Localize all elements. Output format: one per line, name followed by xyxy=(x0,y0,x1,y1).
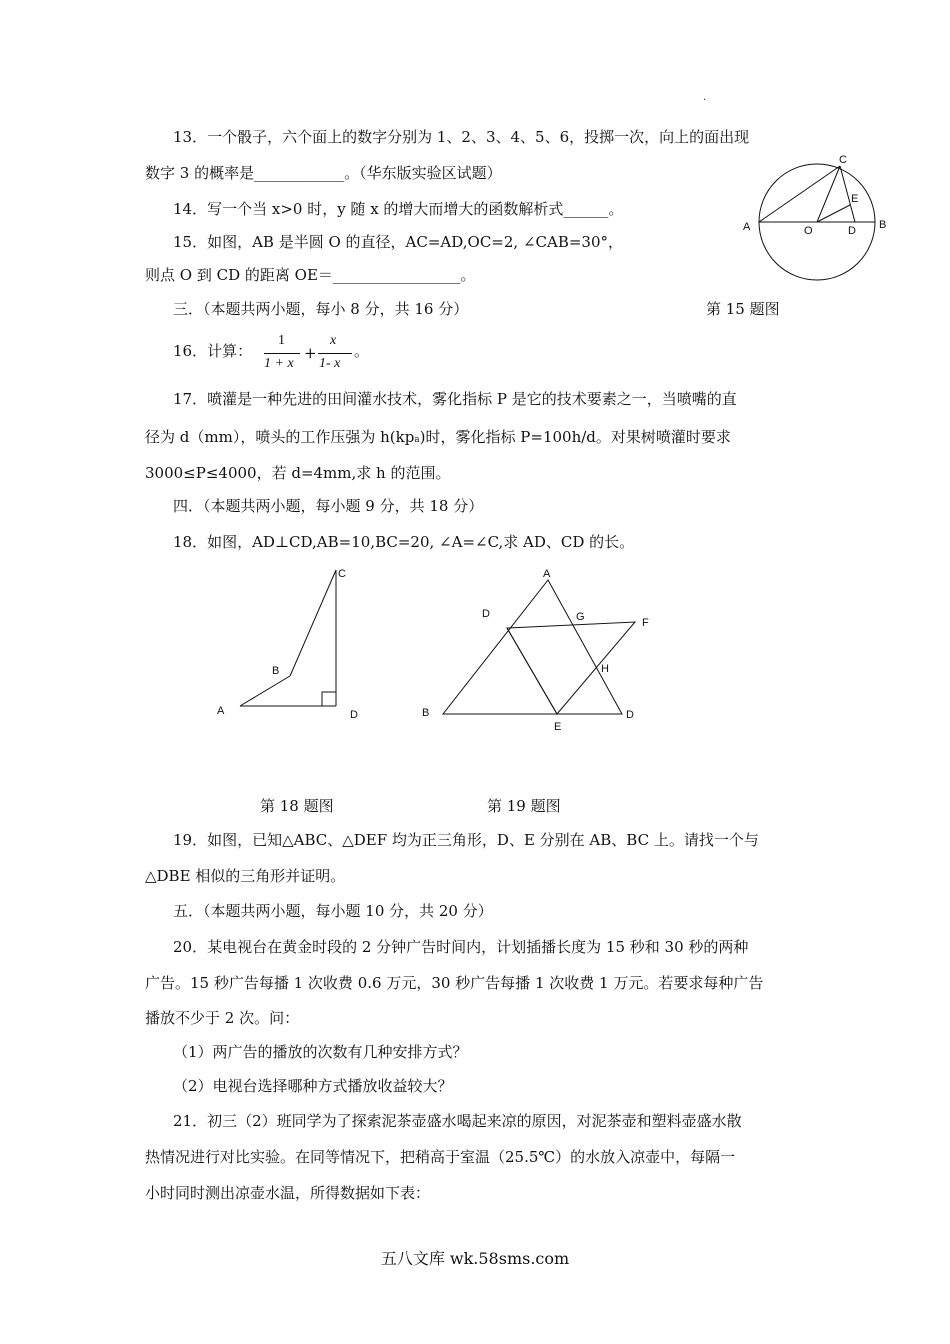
q15-line1: 15．如图，AB 是半圆 O 的直径，AC=AD,OC=2, ∠CAB=30°， xyxy=(173,233,623,251)
fig19-label-d: D xyxy=(482,608,490,620)
figure-18 xyxy=(210,560,370,730)
q16-f2-denominator: 1- x xyxy=(319,356,341,371)
fig18-label-c: C xyxy=(338,568,346,580)
q16-f1-bar xyxy=(264,353,300,354)
q21-line1: 21．初三（2）班同学为了探索泥茶壶盛水喝起来凉的原因，对泥茶壶和塑料壶盛水散 xyxy=(173,1112,742,1130)
q17-line2-a: 径为 d（mm），喷头的工作压强为 h(kp xyxy=(145,428,415,446)
fig19-triangle-def xyxy=(507,622,635,714)
q13-line1: 13．一个骰子，六个面上的数字分别为 1、2、3、4、5、6，投掷一次，向上的面出现 xyxy=(173,128,750,146)
fig15-label-e: E xyxy=(851,193,859,205)
q16-f2-numerator: x xyxy=(330,333,337,348)
q17-line2-subscript: a xyxy=(414,435,420,445)
q13-line2-a: 数字 3 的概率是 xyxy=(145,164,255,182)
q16-prefix: 16．计算： xyxy=(173,342,253,360)
q16-f2-bar xyxy=(318,353,352,354)
q20-line2: 广告。15 秒广告每播 1 次收费 0.6 万元，30 秒广告每播 1 次收费 1 万元。若要求每种广告 xyxy=(145,974,764,992)
q13-line2 xyxy=(145,163,502,183)
footer-watermark: 五八文库 wk.58sms.com xyxy=(380,1249,570,1268)
figure-19 xyxy=(415,560,660,740)
q16-f1-denominator: 1 + x xyxy=(264,356,294,371)
q17-line3: 3000≤P≤4000，若 d=4mm,求 h 的范围。 xyxy=(145,464,451,482)
q21-line3: 小时同时测出凉壶水温，所得数据如下表： xyxy=(145,1184,431,1202)
fig15-label-a: A xyxy=(743,221,751,233)
fig15-label-b: B xyxy=(879,219,887,231)
fig18-label-d: D xyxy=(350,709,358,721)
fig18-right-angle-mark xyxy=(322,692,336,706)
q13-line2-b: 。（华东版实验区试题） xyxy=(344,164,502,182)
q16-f1-numerator: 1 xyxy=(278,333,285,348)
q16-fraction-1 xyxy=(262,330,302,374)
q19-line1: 19．如图，已知△ABC、△DEF 均为正三角形，D、E 分别在 AB、BC 上。请找一个与 xyxy=(173,831,759,849)
fig18-segment-bc xyxy=(290,570,336,676)
fig19-label-e: E xyxy=(554,721,562,733)
q17-line2-b: )时，雾化指标 P=100h/d。对果树喷灌时要求 xyxy=(419,428,731,446)
q16-plus: + xyxy=(304,344,317,362)
section-5-heading: 五．（本题共两小题，每小题 10 分，共 20 分） xyxy=(173,902,493,920)
fig15-caption: 第 15 题图 xyxy=(706,300,780,318)
fig19-label-f: F xyxy=(642,617,649,629)
q20-sub2: （2）电视台选择哪种方式播放收益较大？ xyxy=(173,1077,453,1095)
q16-fraction-2 xyxy=(316,330,354,374)
fig15-label-d: D xyxy=(848,225,856,237)
q19-line2: △DBE 相似的三角形并证明。 xyxy=(145,867,346,885)
fig19-label-b: B xyxy=(422,707,430,719)
q17-line1: 17．喷灌是一种先进的田间灌水技术，雾化指标 P 是它的技术要素之一，当喷嘴的直 xyxy=(173,390,737,408)
fig15-segment-oe xyxy=(817,205,850,222)
fig15-label-c: C xyxy=(839,154,847,166)
fig18-segment-ab xyxy=(240,676,290,706)
fig19-triangle-abc xyxy=(443,580,622,714)
section-4-heading: 四．（本题共两小题，每小题 9 分，共 18 分） xyxy=(173,497,484,515)
fig15-label-o: O xyxy=(804,225,813,237)
q20-line3: 播放不少于 2 次。问： xyxy=(145,1009,300,1027)
q20-line1: 20．某电视台在黄金时段的 2 分钟广告时间内，计划插播长度为 15 秒和 30 秒的两种 xyxy=(173,938,749,956)
fig18-label-a: A xyxy=(217,705,225,717)
q13-answer-blank: ____________ xyxy=(254,164,345,182)
q14-text: 14．写一个当 x>0 时，y 随 x 的增大而增大的函数解析式______。 xyxy=(173,200,624,218)
fig18-label-b: B xyxy=(272,665,280,677)
q17-line2 xyxy=(145,427,731,450)
fig19-label-d2: D xyxy=(626,709,634,721)
section-3-heading: 三．（本题共两小题，每小 8 分，共 16 分） xyxy=(173,300,469,318)
q16-suffix: 。 xyxy=(354,342,370,360)
figure-15 xyxy=(735,150,895,295)
fig15-segment-ac xyxy=(759,166,840,222)
q18-text: 18．如图，AD⊥CD,AB=10,BC=20, ∠A=∠C,求 AD、CD 的长。 xyxy=(173,533,635,551)
fig19-segment-de xyxy=(507,628,557,714)
q20-sub1: （1）两广告的播放的次数有几种安排方式？ xyxy=(173,1043,468,1061)
fig19-label-g: G xyxy=(576,611,585,623)
q21-line2: 热情况进行对比实验。在同等情况下，把稍高于室温（25.5℃）的水放入凉壶中，每隔一 xyxy=(145,1148,736,1166)
fig18-caption: 第 18 题图 xyxy=(260,797,334,815)
header-dot: . xyxy=(703,92,707,103)
fig19-label-a: A xyxy=(543,568,551,580)
q15-line2: 则点 O 到 CD 的距离 OE＝_________________。 xyxy=(145,266,476,284)
fig19-caption: 第 19 题图 xyxy=(487,797,561,815)
fig19-label-h: H xyxy=(601,663,609,675)
